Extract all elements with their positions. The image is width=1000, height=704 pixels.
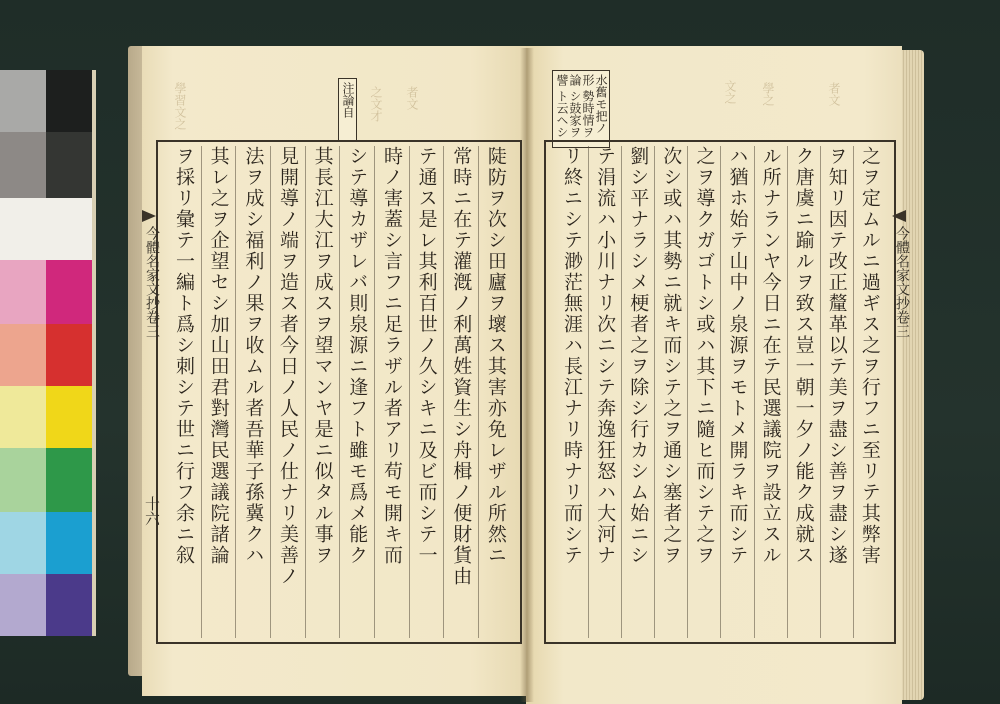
- text-column: 其長江大江ヲ成スヲ望マンヤ是ニ似タル事ヲ: [311, 146, 334, 566]
- bleed-through-text: 者文: [827, 82, 841, 106]
- color-chip-magenta: [46, 260, 92, 324]
- bleed-through-text: 學習文之: [173, 82, 187, 130]
- head-note: 注論自: [338, 78, 357, 142]
- text-column: 劉シ平ナラシメ梗者之ヲ除シ行カシム始ニシ: [627, 146, 650, 566]
- color-chip-mid-gray: [0, 132, 46, 198]
- running-title-text: 今體名家文抄卷三: [894, 226, 910, 338]
- text-column: 法ヲ成シ福利ノ果ヲ收ムル者吾華子孫冀クハ: [242, 146, 265, 566]
- column-rule: [409, 146, 410, 638]
- open-book: [128, 40, 928, 704]
- column-rule: [201, 146, 202, 638]
- color-chip-pink: [0, 260, 46, 324]
- color-chip-yellow: [46, 386, 92, 448]
- page-number: 十六: [143, 496, 161, 526]
- column-rule: [621, 146, 622, 638]
- bleed-through-text: 文之: [723, 80, 737, 104]
- head-note: 水舊モ把ノ形 勢時情ヲ論 シ鼓家ヲ譬 ト云ヘシ: [552, 70, 610, 148]
- text-column: シテ導カザレバ則泉源ニ逢フト雖モ爲メ能ク: [346, 146, 369, 566]
- color-chip-black: [46, 70, 92, 132]
- column-rule: [754, 146, 755, 638]
- text-column: 之ヲ導クガゴトシ或ハ其下ニ隨ヒ而シテ之ヲ: [693, 146, 716, 566]
- text-column: 陡防ヲ次シ田廬ヲ壞ス其害亦免レザル所然ニ: [484, 146, 507, 566]
- color-chip-pale-green: [0, 448, 46, 512]
- book-gutter: [520, 48, 534, 702]
- text-column: ヲ知リ因テ改正釐革以テ美ヲ盡シ善ヲ盡シ遂: [825, 146, 848, 566]
- right-text-frame: [544, 140, 896, 644]
- column-rule: [339, 146, 340, 638]
- color-calibration-chart: [0, 70, 96, 636]
- column-rule: [787, 146, 788, 638]
- column-rule: [235, 146, 236, 638]
- text-column: ヲ採リ彙テ一編ト爲シ刺シテ世ニ行フ余ニ叙: [173, 146, 195, 566]
- bleed-through-text: 之文才: [369, 86, 383, 122]
- text-column: リ終ニシテ渺茫無涯ハ長江ナリ時ナリ而シテ: [561, 146, 583, 566]
- left-text-frame: [156, 140, 522, 644]
- text-column: ク唐虞ニ踰ルヲ致ス豈一朝一夕ノ能ク成就ス: [792, 146, 815, 566]
- text-column: テ通ス是レ其利百世ノ久シキニ及ビ而シテ一: [415, 146, 438, 566]
- color-chip-pale-cyan: [0, 512, 46, 574]
- column-rule: [305, 146, 306, 638]
- column-rule: [820, 146, 821, 638]
- fish-tail-mark: [142, 210, 156, 222]
- color-chip-dark-gray: [46, 132, 92, 198]
- text-column: ハ猶ホ始テ山中ノ泉源ヲモトメ開ラキ而シテ: [726, 146, 749, 566]
- text-column: 次シ或ハ其勢ニ就キ而シテ之ヲ通シ塞者之ヲ: [660, 146, 683, 566]
- color-chip-light-gray: [0, 70, 46, 132]
- column-rule: [374, 146, 375, 638]
- text-column: 其レ之ヲ企望セシ加山田君對灣民選議院諸論: [207, 146, 230, 566]
- column-rule: [588, 146, 589, 638]
- column-rule: [687, 146, 688, 638]
- color-chip-cyan: [46, 512, 92, 574]
- color-chip-red: [46, 324, 92, 386]
- bleed-through-text: 學之: [761, 82, 775, 106]
- column-rule: [853, 146, 854, 638]
- column-rule: [443, 146, 444, 638]
- right-running-title: [892, 210, 912, 450]
- bleed-through-text: 者文: [405, 86, 419, 110]
- text-column: 見開導ノ端ヲ造ス者今日ノ人民ノ仕ナリ美善ノ: [276, 146, 299, 587]
- running-title-text: 今體名家文抄卷三: [144, 226, 160, 338]
- color-chip-white: [0, 198, 92, 260]
- column-rule: [270, 146, 271, 638]
- color-chip-lavender: [0, 574, 46, 636]
- color-chip-salmon: [0, 324, 46, 386]
- text-column: 時ノ害蓋シ言フニ足ラザル者アリ苟モ開キ而: [380, 146, 403, 566]
- color-chip-purple: [46, 574, 92, 636]
- left-running-title: [142, 210, 160, 440]
- text-column: 常時ニ在テ灌漑ノ利萬姓資生シ舟楫ノ便財貨由: [450, 146, 473, 587]
- color-chip-green: [46, 448, 92, 512]
- fish-tail-mark: [892, 210, 906, 222]
- text-column: ル所ナランヤ今日ニ在テ民選議院ヲ設立スル: [759, 146, 782, 566]
- column-rule: [720, 146, 721, 638]
- column-rule: [654, 146, 655, 638]
- text-column: テ涓流ハ小川ナリ次ニシテ奔逸狂怒ハ大河ナ: [594, 146, 617, 566]
- text-column: 之ヲ定ムルニ過ギス之ヲ行フニ至リテ其弊害: [858, 146, 881, 566]
- color-chip-pale-yellow: [0, 386, 46, 448]
- chart-edge: [92, 70, 96, 636]
- column-rule: [478, 146, 479, 638]
